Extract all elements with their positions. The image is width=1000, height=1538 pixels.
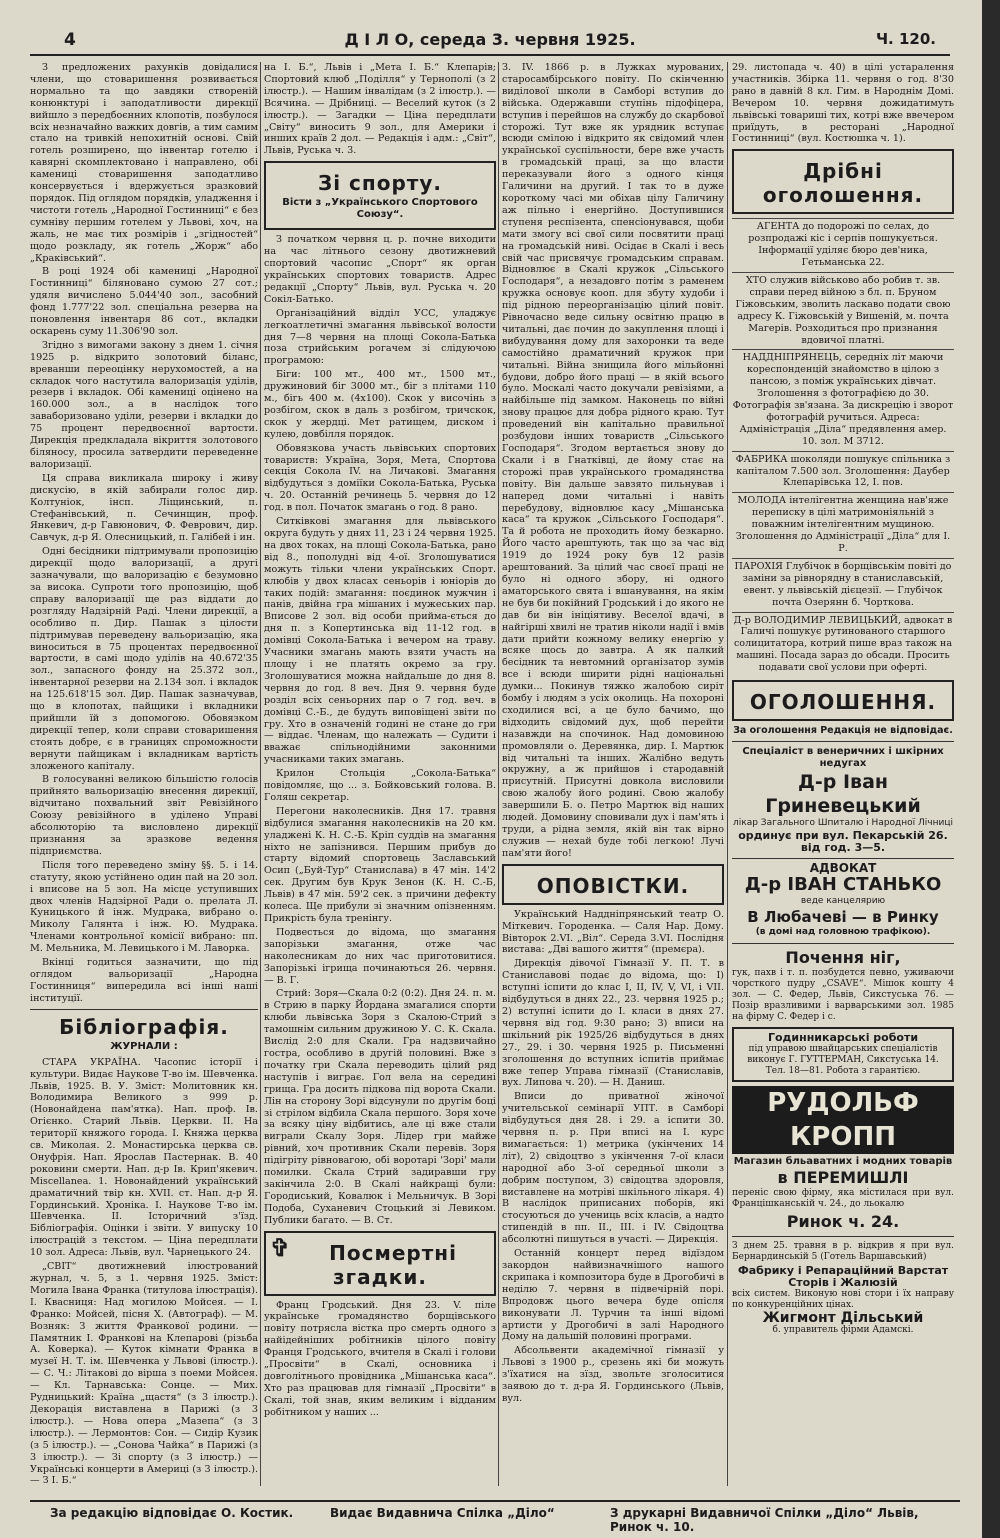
journals-subheading: ЖУРНАЛИ :	[110, 1040, 178, 1052]
sport-subheading: Вісти з „Українського Спортового Союзу“.	[282, 197, 478, 221]
sport-heading: Зі спорту.	[318, 171, 442, 196]
ad-doctor-hours: ординує при вул. Пекарській 26. від год. 3—5.	[738, 828, 948, 854]
ad-shop-sub: Магазин бльаватних і модних товарів	[733, 1156, 953, 1168]
obituary-heading: Посмертні згадки.	[329, 1240, 457, 1289]
footer-printer: З друкарні Видавничої Спілки „Діло“ Львів, Ринок ч. 10.	[610, 1506, 919, 1534]
ad-doctor-role: лікар Загального Шпиталю і Народної Лічниці	[733, 817, 953, 828]
column-rule	[498, 62, 499, 1486]
page-number: 4	[64, 30, 76, 50]
notice-item: Український Наддніпрянський театр О. Міткевич. Городенка. — Саля Нар. Дому. Вівторок 2.VI. „Віл“. Середа 3.VI. Послідня вистава: „Дві вашого життя“ (премєра).	[502, 908, 724, 956]
notice-item: Вписи до приватної жіночої учительської семінарії УПТ. в Самборі відбудуться дня 28. і 29. а іспити 30. червня п. р. При вписі на І. курс вимагається: 1) метрика (укінчених 14 літ), 2) свідоцтво з укінчення 7-ої класи народної або 3-ої середньої школи з добрим поступом, 3) свідоцтва здоровля, виставлене на мотріві шкільного лікаря. 4) В наслідок приписаних поборів, які стосуються до учениць всіх класів, а надто стипендій в пп. II., III. і IV. Свідоцтва абсолютні пишуться в участі. — Дирекція.	[502, 1091, 724, 1246]
page-header	[30, 28, 950, 56]
classified-list	[732, 218, 954, 676]
footer-editor: За редакцію відповідає О. Костик.	[50, 1506, 294, 1520]
notices-heading: ОПОВІСТКИ.	[536, 873, 690, 898]
column-rule	[727, 62, 728, 1486]
ad-feet-title: Почення ніг,	[785, 948, 901, 968]
article-paragraph: Після того переведено зміну §§. 5. і 14. статуту, якою устійнено один пай на 20 зол. і вписове на 5 зол. На місце уступивших двох членів Надзірної Ради о. прелата Л. Куницького й інж. Мудрака, вибрано о. Миколу Галянта і інж. Ю. Мудрака. Членами контрольної комісії вибрано: пп. М. Мельника, М. Левицького і М. Лаворка.	[30, 859, 258, 955]
column-rule	[260, 62, 261, 1486]
ad-lawyer-location: (в домі над головною трафікою).	[755, 927, 931, 938]
ads-heading: ОГОЛОШЕННЯ.	[749, 690, 937, 715]
cross-icon: ✞	[270, 1232, 291, 1262]
ad-feet-body: гук, пахв і т. п. позбудется певно, уживаючи чорсткого пудру „CSAVE“. Мішок кошту 4 зол. — С. Федер, Львів, Сикстуська 76. — Позір вразливими і варварськими зол. 1985 на фірму С. Федер і с.	[732, 968, 954, 1023]
classified-ad: Д-р ВОЛОДИМИР ЛЕВИЦЬКИЙ, адвокат в Галичі пошукує рутинованого старшого солицитатора, котрий пише враз також на машині. Посада зараз до обсади. Просить подавати свої услови при оферті.	[732, 612, 954, 677]
article-paragraph: В році 1924 обі камениці „Народної Гостинниці“ біляновано сумою 27 сот.; удяля вичислено 5.044'40 зол., засобний фонд 1.777'22 зол. спеціальна резерва на поновлення інвентаря 86 сот., вкладки оскарень суму 11.306'90 зол.	[30, 266, 258, 337]
classified-box	[732, 149, 954, 214]
classified-ad: ХТО служив військово або робив т. зв. справи перед війною з бл. п. Бруном Гіжовським, зволить ласкаво подати свою адресу К. Гіжовській у Вишеній, м. почта Магерів. Розходиться про признання вдовичої платні.	[732, 272, 954, 348]
obituary-paragraph: З. IV. 1866 р. в Лужках мурованих, старосамбірського повіту. По скінченню виділової школи в Самборі вступив до війська. Одержавши ступінь підофіцера, вступив і перейшов на службу до скарбової сторожі. Тут вже як урядник вступає всюди смілою і відкрито як свідомий член української суспільности, бере вже участь в громадській праці, за що власти переказували його з одного кінця Галичини на другий. І так то в дуже короткому часі ми обіхав цілу Галичину аж пільно і енергійно. Доступившися ступеня респізента, спенсіонувався, щоби мати змогу всі свої сили посвятити праці на громадській ниві. Осідає в Скалі і весь свій час присвячує громадським справам. Відновлює в Скалі кружок „Сільського Господаря“, а незадовго потім з раменем кружка основує кооп. для збуту худоби і під рідною переорганізацію цілий повіт. Рівночасно веде сильну освітню працю в читальні, дає почин до закуплення площі і вибудування дому для захоронки та веде самостійно драматичний кружок при читальні. Війна знищила його мільйонні будови, добро його праці — в якій всього було. Москалі часто докучали ревізіями, а найбільше під замком. Наконець по війні знову працює для добра рідного краю. Тут проведений він капітально правильної розбудови інших товариств „Сільського Господаря“. Згодом вертається знову до Скали і в Гнатківці, де йому стає на сторожі прав українського громадянства повіту. Він дальше завзято пильнував і наперед доми читальні і навіть перебудову, відновлює касу „Мішанська каса“ та кружок „Сільського Господаря“. Та й робота не проходить йому безкарно. Його часто арештують, так що за час від 1919 до 1924 року був 12 разів арештований. За цілий час своєї праці не було ні одного збору, ні одного аматорського свята і вшанування, на якім не був би покійний Гродський і до якого не дав би він ініціятиву. Веселої вдачі, в найгірші хвилі не тратив ніколи надії і вмів дати прийти кожному велику енергію у всяке щось до завтра. А як палкий бесідник та невтомний організатор зумів все і всюди ширити рідні національні думки... Покинув тяжко жалобою сиріт бомбу і людям з усіх околиць. На похороні сходилися всі, а це було бачимо, що відходить свідомий дух, щоб перейти назавжди на спочинок. Над домовиною промовляли о. Деревянка, дир. І. Мартюк від читальні та інших. Жалібно ведуть окружну, а ж прийшов і стародавній присутній. Присутні довкола висловили свою жалобу його родині. Свою жалобу завершили Б. о. Петро Мартюк від наших людей. Домовину сповивали дух і пам'ять і труди, а рідна земля, якій він так вірно служив — нехай буде тобі легкою! Лучі пам'яти його!	[502, 62, 724, 859]
notice-item: Останній концерт перед відїздом закордон найвизначнішого нашого скрипака і композитора буде в Дрогобичі в неділю 7. червня в підвечірній порі. Впродовж цього вечера буде опісля виконувати Л. Турчин та інші відомі артисти у Дрогобичі в залі Народного Дому на дальшій половині програми.	[502, 1248, 724, 1343]
bibliography-entry: „СВІТ“ двотижневий ілюстрований журнал, ч. 5, з 1. червня 1925. Зміст: Могила Івана Франка (титулова ілюстрація). І. Квасниця: Над могилою Мойсея. — І. Франко: Мойсей, пісня X. (Автограф). — М. Возняк: З життя Франкової родини. — Памятник І. Франкові на Клепарові (різьба А. Коверка). — Куток кімнати Франка в музеї Н. Т. ім. Шевченка у Львові (ілюстр.). — С. Ч.: Літакові до вірша з поеми Мойсея. — Кл. Тарнавська: Сонце. — Мих. Рудницький: Країна „щастя“ (з 3 ілюстр.). Декорація виставлена в Парижі (з 3 ілюстр.). — Нова опера „Мазепа“ (з 3 ілюстр.). — Лермонтов: Сон. — Сидір Кузик (з 5 ілюстр.). — „Сонова Чайка“ в Парижі (з 3 ілюстр.). — Зі спорту (з 3 ілюстр.) — Українські концерти в Америці (з 3 ілюстр.). — З І. Б.“	[30, 1261, 258, 1486]
ad-lawyer-place: В Любачеві — в Ринку	[747, 908, 939, 927]
notice-item: Абсольвенти академічної гімназії у Львові з 1900 р., срезень які би можуть з'їхатися на зїзд, звольте зголоситися заявою до т. д-ра Я. Гординського (Львів, вул.	[502, 1345, 724, 1404]
sport-paragraph: Перегони наколесників. Дня 17. травня відбулися змагання наколесників на 20 км. уладжені К. Н. С.-Б. Кріп суддів на змагання ніхто не запізнився. Першим прибув до старту відомий спортовець Заславський Осип („Буй-Тур“ Станислава) в 47 мін. 14'2 сек. Другим був Крук Зенон (К. Н. С.-Б, Львів) в 47 мін. 59'2 сек. з причини дефекту колеса. Ще прибули зі значним опізненням. Прикрість була тренінгу.	[264, 805, 496, 924]
sport-paragraph: Обовязкова участь львівських спортових товариств: Україна, Зоря, Мета, Спортова секція Сокола IV. на Личакові. Змагання відбудуться з доміїки Сокола-Батька, Руська ч. 20. Останній речинець 5. червня до 12 год. в пол. Початок змагань о год. 8 рано.	[264, 442, 496, 514]
obituary-box	[264, 1231, 496, 1296]
column-4	[732, 62, 954, 1486]
classified-ad: НАДДНІПРЯНЕЦЬ, середніх літ маючи кореспонденцій знайомство в цілою з пансою, з поміж українських дівчат. Зголошення з фотографією до 30. Фотографія зв'язана. За дискрецію і зворот фотографій ручиться. Адреса: Адміністрація „Діла“ предявлення амер. 10. зол. М 3712.	[732, 349, 954, 449]
ad-divider	[732, 858, 954, 859]
ad-lawyer-sub: веде канцелярию	[800, 896, 886, 907]
ads-box	[732, 680, 954, 721]
page-footer	[30, 1500, 960, 1534]
column-1	[30, 62, 258, 1486]
column-2	[264, 62, 496, 1486]
ad-blinds-title: Фабрику і Репараційний Варстат Сторів і Жалюзій	[737, 1264, 949, 1289]
notice-item: Дирекція дівочої Гімназії У. П. Т. в Станиславові подає до відома, що: І) вступні іспити до клас I, II, IV, V, VI, і VII. відбудуться в днях 22., 23. червня 1925 р.; 2) вступні іспити до І. класи в днях 27. червня від год. 9:30 рано; 3) вписи на шкільний рік 1925/26 відбудуться в днях 27., 29. і 30. червня 1925 р. Письменні зголошення до вступних іспитів приймає вже тепер Управа гімназії (Станиславів, вух. Липова ч. 20). — Н. Даниш.	[502, 958, 724, 1089]
ad-blinds-sign: б. управитель фірми Адамскі.	[772, 1324, 914, 1335]
ad-blinds-body2: всіх систем. Виконую нові стори і їх направу по конкуренційних цінах.	[732, 1288, 954, 1310]
ad-divider	[732, 741, 954, 742]
ad-specialist: Спеціаліст в венеричних і шкірних недугах	[742, 745, 944, 769]
article-paragraph: В голосуванні великою більшістю голосів прийнято вальоризацію внесення дирекції, відчитано похвальний звіт Ревізійного Союзу ревізійного в уділено Управі абсолюторію та висловлено дирекції признання за зразкове ведення підприємства.	[30, 774, 258, 857]
ad-shop-city: в ПЕРЕМИШЛІ	[777, 1168, 909, 1188]
sport-paragraph: Крилон Стольція „Сокола-Батька“ повідомляє, що ... з. Бойковський голова. В. Голяш секретар.	[264, 768, 496, 803]
sport-paragraph: Організаційний відділ УСС, уладжує легкоатлетичні змагання львівської волости дня 7—8 червня на площі Сокола-Батька поза стрийським рогачем зі слідуючою програмою:	[264, 307, 496, 367]
classified-ad: МОЛОДА інтелігентна женщина нав'яже переписку в цілі матримоніяльній з поважним інтелігентним мущиною. Зголошення до Адміністрації „Діла“ для І. Р.	[732, 492, 954, 557]
scan-edge	[982, 0, 1000, 1538]
bibliography-heading: Бібліографія.	[59, 1014, 229, 1039]
ad-divider	[732, 943, 954, 944]
classified-ad: АГЕНТА до подорожі по селах, до розпродажі кіс і серпів пошукується. Інформації уділяє бюро дев'ника, Гетьманська 22.	[732, 218, 954, 271]
sport-paragraph: Біги: 100 мт., 400 мт., 1500 мт., дружиновий біг 3000 мт., біг з плітами 110 м., бігь 400 м. (4х100). Скок у височінь з розбігом, скок в даль з розбігом, тричскок, скок у жердці. Мет ратищем, диском і кулею, довбілля порядок.	[264, 369, 496, 440]
article-paragraph: Ця справа викликала широку і живу дискусію, в якій забирали голос дир. Колтуніок, інсп. Ліщинський, п. Стефанівський, п. Сечинщин, проф. Янкевич, д-р Гавюнович, Ф. Феврович, дир. Савчук, д-р Я. Олесницький, п. Галібей і ин.	[30, 472, 258, 544]
sport-section-box	[264, 161, 496, 230]
notices-box	[502, 864, 724, 905]
ad-watch-box	[732, 1027, 954, 1082]
article-paragraph: Вкінці годиться зазначити, що під оглядом вальоризації „Народна Гостинниця“ випередила всі інші наші інституції.	[30, 957, 258, 1004]
sport-paragraph: З початком червня ц. р. почне виходити на час літнього сезону двотижневий спортовий часопис „Спорт“ як орган українських спортових товариств. Адрес редакції „Спорту“ Львів, вул. Руська ч. 20 Сокіл-Батько.	[264, 234, 496, 305]
notice-continuation: 29. листопада ч. 40) в цілі устаралення участників. Збірка 11. червня о год. 8'30 рано в давній 8 кл. Гим. в Народнім Домі. Вечером 10. червня дожидатимуть львівські товариші тих, котрі вже ввечером приїдуть, в ресторані „Народної Гостинниці“ (вул. Костюшка ч. 1).	[732, 62, 954, 145]
ad-blinds-body: З днем 25. травня в р. відкрив я при вул. Бернардинській 5 (Готель Варшавський)	[732, 1241, 954, 1263]
issue-number: Ч. 120.	[875, 30, 936, 48]
ad-shop-body: переніс свою фірму, яка містилася при вул. Францішканській ч. 24., до льокалю	[732, 1188, 954, 1210]
bibliography-entry: СТАРА УКРАЇНА. Часопис історії і культури. Видає Наукове Т-во ім. Шевченка. Львів, 1925. В. У. Зміст: Молитовник кн. Володимира Великого з 999 р. (Новонайдена пам'ятка). Нап. проф. Ів. Огієнко. Старий Львів. Церкви. II. На території княжого города. І. Княжа церква св. Миколая. 2. Монастирська церква св. Онуфрія. Нап. Ярослав Пастернак. В. 40 роковини смерти. Нап. д-р Ів. Крип'якевич. Miscellanea. 1. Новонайдений український драматичний твір кн. XVII. ст. Нап. д-р Я. Гординський. Хроніка. І. Наукове Т-во ім. Шевченка. II. Історичний з'їзд. Бібліографія. Оцінки і звіти. У випуску 10 ілюстрацій з текстом. — Ціна передплати 10 зол. Адреса: Львів, вул. Чарнецького 24.	[30, 1056, 258, 1259]
ad-shop-address: Ринок ч. 24.	[786, 1212, 900, 1232]
article-paragraph: Одні бесідники підтримували пропозицію дирекції щодо валоризації, а другі зазначували, що валоризацію є безумовно за висока. Супроти того пропозицію, щоб справу валоризації ще раз віддати до розгляду Надзірній Раді. Члени дирекції, а особливо п. Дир. Пашак з цілости підтримував переведену вальоризацію, яка виноситься в 75 процентах передвоєнної вартости, в самі щодо уділів на 40.672'35 зол., запасного фонду на 25.372 зол., інвентарної резерви на 2.134 зол. і вкладок на 125.618'15 зол. Дир. Пашак зазначував, що в клопотах, пайщики і вкладники прийшли їй з допомогою. Обовязком дирекції тепер, коли справи стоваришення стоять добре, є в границях спроможности вернути пайщикам і вкладникам вартість зложеного капіталу.	[30, 546, 258, 772]
sport-paragraph: Стрий: Зоря—Скала 0:2 (0:2). Дня 24. п. м. в Стрию в парку Йордана змагалися спорти клюби львівська Зоря з Скалою-Стрий з тамошнім сильним дружиною У. С. К. Скала. Вислід 2:0 для Скали. Гра надзвичайно гостра, особливо в другій половині. Вже з початку гри Скала переводить цілий ряд наступів і виграє. Гол вела на середині грища. Гра досить підкова під ворота Скали. Лін на сторону Зорі відсунули по другім боці зі стрілом відбила Скала першого. Зоря хоче за всяку ціну відбитись, але ці вже стали виграли Скалу Зоря. Лідер гри майже рівний, хоч противник Скали перевів. Зоря підігріту рівновагою, обі воротарі 'Зорі' мали помилки. Скала Стрий задиравши гру закінчила 2:0. В Скалі найкращі були: Городиський, Ковалюк і Мельничук. В Зорі Подоба, Суханевич Стоцький зі Левиком. Публики багато. — В. Ст.	[264, 988, 496, 1226]
masthead-title: Д І Л О, середа 3. червня 1925.	[344, 30, 636, 49]
article-paragraph: Згідно з вимогами закону з днем 1. січня 1925 р. відкрито золотовий біланс, вреванши переоцінку нерухомостей, а на складок чого настутила валоризація уділів, резерв і вкладок. Обі камениці оцінено на 160.000 зол., а в наслідок того заваборизовано уділи, резерви і вкладки до 75 процент передвоєнної вартости. Дирекція предкладала вікриття золотового біляносу, просила затвердити переведенне валоризації.	[30, 339, 258, 470]
sport-paragraph: Ситківкові змагання для львівського округа будуть у днях 11, 23 і 24 червня 1925. на двох токах, на площі Сокола-Батька, рано від 8., пополудні від 4-ої. Зголошуватися можуть тільки члени українських Спорт. клюбів у двох класах сеньорів і юніорів до таких подій: змагання: поєдинок мужчин і панів, двійна гра мішаних і мужеських пар. Вписове 2 зол. від особи прийма-ється до дня п. з Копертинська від 11-12 год. в домівці Сокола-Батька і вечером на траву. Учасники змагань мають взяти участь на площу і не платять окремо за гру. Зголошуватися можна найдальше до дня 8. червня до год. 8 веч. Дня 9. червня буде розділ всіх сеньорних пар о 7 год. веч. в домівці С.-Б., де будуть виповіщені звіти по гру. Хто в означеній годині не стане до гри — віддає. Членам, що належать — Судити і вважає спільнодійними законними учасниками таких змагань.	[264, 516, 496, 766]
classified-ad: ПАРОХІЯ Глубічок в борщівськім повіті до заміни за рівнорядну в станиславській, евент. у львівській дієцезії. — Глубічок почта Озерянн б. Чорткова.	[732, 558, 954, 611]
ad-doctor-name: Д-р Іван Гриневецький	[765, 770, 921, 817]
article-paragraph: на І. Б.“, Львів і „Мета І. Б.“ Клепарів; Спортовий клюб „Поділля“ у Тернополі (з 2 ілюстр.). — Нашим інвалідам (з 2 ілюстр.). — Всячина. — Дрібниці. — Веселий куток (з 2 ілюстр.). — Загадки — Ціна передплати „Світу“ виносить 9 зол., для Америки і инших країв 2 дол. — Редакція і адм.: „Світ“, Львів, Руська ч. 3.	[264, 62, 496, 157]
ad-blinds-name: Жигмонт Дільський	[762, 1309, 924, 1326]
ads-disclaimer: За оголошення Редакція не відповідає.	[733, 725, 953, 737]
sport-paragraph: Подвесться до відома, що змагання запорізьки змагання, отже час наколесникам до них час приготовитися. Запорізькі ігрища починаються 26. червня. — В. Г.	[264, 926, 496, 986]
ad-watch-title: Годинникарські роботи	[767, 1031, 919, 1045]
column-3	[502, 62, 724, 1486]
classified-heading: Дрібні оголошення.	[762, 159, 924, 208]
ad-lawyer-title: АДВОКАТ	[809, 860, 877, 875]
ad-watch-body: під управою швайцарських спеціалістів виконує Г. ГУТТЕРМАН, Сикстуська 14. Тел. 18—81. Робота з гарантією.	[747, 1044, 939, 1077]
ad-shop-name: РУДОЛЬФ КРОПП	[732, 1086, 954, 1154]
classified-ad: ФАБРИКА шоколяди пошукує спільника з капіталом 7.500 зол. Зголошення: Даубер Клепарівська 12, І. пов.	[732, 451, 954, 492]
ad-lawyer-name: Д-р ІВАН СТАНЬКО	[744, 874, 942, 896]
article-paragraph: З предложених рахунків довідалися члени, що стоваришення розвивається нормально та що завдяки створеній конюнктурі і заподатливости дирекції вийшло з передбоєнних клопотів, позбулося всіх незначайно важких довгів, а тим самим стало на тривкій непохитній основі. Свій готель розширено, що інвентар готелю і кавярні скомплектовано і направлено, обі камениці стоваришення заподатливо консервується і вдержується зразковий порядок. Під оглядом порядків, уладження і чистоти готель „Народної Гостинниці“ є без сумніву першим готелем у Львові, хоч, на жаль, не має тих розмірів і „згідностей“ щодо розкладу, як готель „Жорж“ або „Краківський“.	[30, 62, 258, 264]
ad-divider	[732, 1236, 954, 1237]
footer-publisher: Видає Видавнича Спілка „Діло“	[330, 1506, 555, 1520]
obituary-paragraph: Франц Гродський. Дня 23. V. піле українське громадянство борщівського повіту потрясла вістка про смерть одного з найідейніших робітників цілого повіту Франця Гродського, вчителя в Скалі і голови „Просвіти“ в Скалі, основника і довголітнього провідника „Мішанська каса“. Хто раз працював для гімназії „Просвіти“ в Скалі, той знав, яким великим і відданим робітником у наших ...	[264, 1299, 496, 1418]
section-divider	[30, 1009, 258, 1010]
